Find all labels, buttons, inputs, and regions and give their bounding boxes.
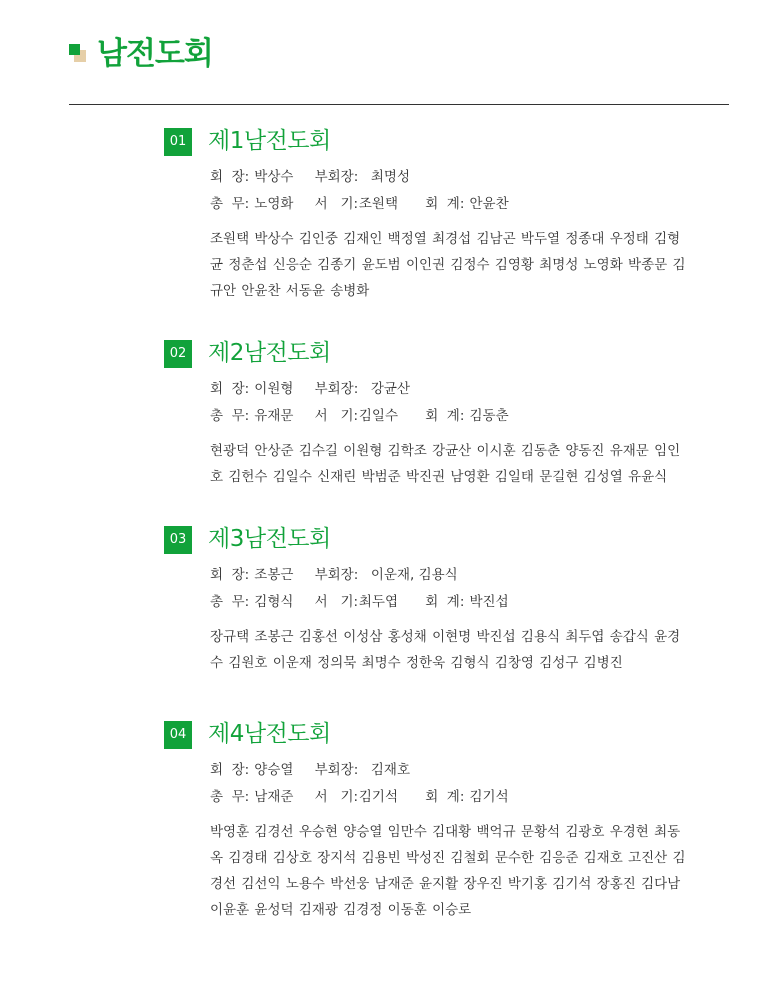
- general-affairs-label: 총 무:: [210, 196, 250, 212]
- section-title: 제2남전도회: [208, 340, 331, 366]
- president-label: 회 장:: [210, 169, 250, 185]
- treasurer-name: 김동춘: [469, 408, 509, 424]
- secretary-name: 조원택: [358, 196, 399, 212]
- president-name: 박상수: [254, 169, 294, 185]
- green-square-icon: [69, 44, 89, 64]
- general-affairs-name: 남재준: [254, 789, 294, 805]
- vice-president-label: 부회장:: [314, 381, 359, 397]
- vice-president-name: 최명성: [370, 169, 411, 185]
- officer-row-1: [210, 378, 410, 400]
- vice-president-label: 부회장:: [314, 762, 359, 778]
- officer-row-2: [210, 591, 509, 613]
- section-title: 제4남전도회: [208, 721, 331, 747]
- vice-president-label: 부회장:: [314, 169, 359, 185]
- secretary-name: 김일수: [358, 408, 399, 424]
- secretary-name: 김기석: [358, 789, 399, 805]
- vice-president-name: 강균산: [370, 381, 411, 397]
- members-list: 장규택 조봉근 김홍선 이성삼 홍성채 이현명 박진섭 김용식 최두엽 송갑식 윤경수 김원호 이운재 정의묵 최명수 정한욱 김형식 김창영 김성구 김병진: [210, 629, 681, 671]
- president-name: 조봉근: [254, 567, 294, 583]
- officer-row-1: [210, 759, 410, 781]
- general-affairs-label: 총 무:: [210, 594, 250, 610]
- officer-row-1: [210, 564, 458, 586]
- officer-row-2: [210, 193, 509, 215]
- vice-president-label: 부회장:: [314, 567, 359, 583]
- president-label: 회 장:: [210, 567, 250, 583]
- section-number-badge: 01: [164, 128, 192, 156]
- members-list: 박영훈 김경선 우승현 양승열 임만수 김대황 백억규 문황석 김광호 우경현 최동옥 김경태 김상호 장지석 김용빈 박성진 김철회 문수한 김응준 김재호 고진산 김경선 김선익 노용수 박선웅 남재준 윤지활 장우진 박기홍 김기석 장홍진 김다남 이윤훈 윤성덕 김재광 김경정 이동훈 이승로: [210, 824, 686, 918]
- treasurer-label: 회 계:: [425, 789, 465, 805]
- treasurer-name: 박진섭: [469, 594, 509, 610]
- general-affairs-label: 총 무:: [210, 408, 250, 424]
- vice-president-name: 이운재, 김용식: [370, 567, 458, 583]
- treasurer-label: 회 계:: [425, 408, 465, 424]
- general-affairs-name: 김형식: [254, 594, 294, 610]
- section-title: 제1남전도회: [208, 128, 331, 154]
- vice-president-name: 김재호: [370, 762, 411, 778]
- title-divider: [69, 104, 729, 105]
- officer-row-1: [210, 166, 410, 188]
- president-label: 회 장:: [210, 762, 250, 778]
- general-affairs-name: 유재문: [254, 408, 294, 424]
- president-label: 회 장:: [210, 381, 250, 397]
- page-title: 남전도회: [97, 36, 213, 72]
- officer-row-2: [210, 405, 509, 427]
- secretary-label: 서 기:: [314, 408, 359, 424]
- section-number-badge: 02: [164, 340, 192, 368]
- section-number-badge: 04: [164, 721, 192, 749]
- general-affairs-label: 총 무:: [210, 789, 250, 805]
- general-affairs-name: 노영화: [254, 196, 294, 212]
- secretary-name: 최두엽: [358, 594, 399, 610]
- officer-row-2: [210, 786, 509, 808]
- president-name: 이원형: [254, 381, 294, 397]
- secretary-label: 서 기:: [314, 789, 359, 805]
- treasurer-label: 회 계:: [425, 196, 465, 212]
- president-name: 양승열: [254, 762, 294, 778]
- treasurer-name: 김기석: [469, 789, 509, 805]
- secretary-label: 서 기:: [314, 594, 359, 610]
- section-title: 제3남전도회: [208, 526, 331, 552]
- members-list: 조원택 박상수 김인중 김재인 백정열 최경섭 김남곤 박두열 정종대 우정태 김형균 정춘섭 신응순 김종기 윤도범 이인권 김정수 김영황 최명성 노영화 박종문 김규안 안윤찬 서동윤 송병화: [210, 231, 686, 299]
- secretary-label: 서 기:: [314, 196, 359, 212]
- members-list: 현광덕 안상준 김수길 이원형 김학조 강균산 이시훈 김동춘 양동진 유재문 임인호 김헌수 김일수 신재린 박범준 박진권 남영환 김일태 문길현 김성열 유윤식: [210, 443, 681, 485]
- treasurer-name: 안윤찬: [469, 196, 509, 212]
- treasurer-label: 회 계:: [425, 594, 465, 610]
- section-number-badge: 03: [164, 526, 192, 554]
